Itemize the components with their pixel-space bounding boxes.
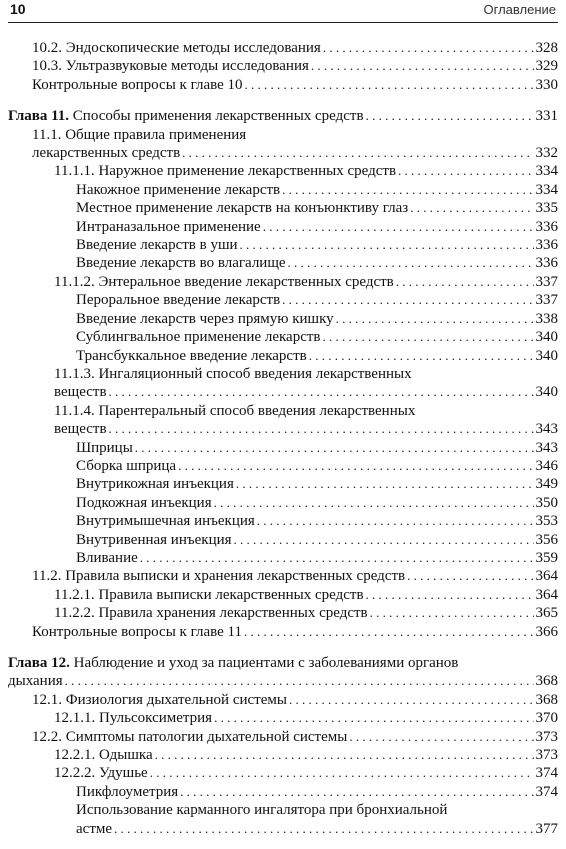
toc-entry-text [76, 439, 133, 457]
toc-page-number: 370 [535, 710, 558, 727]
dot-leader [336, 310, 534, 328]
dot-leader [398, 162, 533, 180]
toc-entry[interactable] [0, 236, 566, 254]
toc-page-number: 332 [535, 145, 558, 162]
toc-entry-text [76, 328, 321, 346]
dot-leader [323, 328, 534, 346]
toc-entry[interactable] [0, 328, 566, 346]
dot-leader [236, 475, 534, 493]
toc-entry-title-line [0, 801, 558, 819]
toc-entry[interactable] [0, 457, 566, 475]
toc-entry-title: дыхания [8, 673, 63, 690]
toc-entry-text [32, 39, 321, 57]
toc-page-number: 340 [535, 347, 558, 364]
toc-entry-text [32, 567, 405, 585]
toc-page-number: 368 [535, 673, 558, 690]
toc-entry[interactable] [0, 691, 566, 709]
toc-page-number: 374 [535, 765, 558, 782]
toc-entry-title: Введение лекарств во влагалище [76, 255, 286, 272]
toc-entry-title: Введение лекарств в уши [76, 237, 238, 254]
toc-entry[interactable] [0, 475, 566, 493]
running-title: Оглавление [483, 2, 556, 17]
toc-entry[interactable] [0, 273, 566, 291]
toc-entry-title: 11.2.2. Правила хранения лекарственных средств [54, 605, 368, 622]
toc-entry-text [54, 746, 153, 764]
page-header [8, 0, 558, 23]
toc-entry[interactable] [0, 402, 566, 439]
dot-leader [311, 57, 534, 75]
toc-entry-title: 10.3. Ультразвуковые методы исследования [32, 58, 309, 75]
toc-entry-text [76, 820, 112, 838]
toc-page-number: 373 [535, 747, 558, 764]
toc-entry[interactable] [0, 310, 566, 328]
toc-entry-title: Местное применение лекарств на конъюнктиву глаз [76, 200, 409, 217]
toc-chapter-entry[interactable] [0, 107, 566, 125]
toc-entry-title: веществ [54, 384, 107, 401]
dot-leader [257, 512, 534, 530]
toc-entry-text [32, 76, 243, 94]
dot-leader [370, 604, 534, 622]
toc-entry-title: лекарственных средств [32, 145, 181, 162]
dot-leader [282, 291, 533, 309]
dot-leader [234, 531, 534, 549]
toc-entry-text [8, 672, 63, 690]
toc-entry-text [32, 57, 309, 75]
toc-entry[interactable] [0, 746, 566, 764]
toc-page-number: 340 [535, 329, 558, 346]
toc-entry-text [76, 218, 261, 236]
toc-entry-title: 11.1. Общие правила применения [32, 126, 247, 143]
dot-leader [114, 820, 533, 838]
toc-page-number: 346 [535, 457, 558, 474]
toc-entry[interactable] [0, 494, 566, 512]
toc-entry-title: Накожное применение лекарств [76, 181, 281, 198]
toc-entry[interactable] [0, 783, 566, 801]
toc-entry[interactable] [0, 531, 566, 549]
toc-entry-text [76, 512, 255, 530]
toc-entry-text [76, 236, 238, 254]
toc-entry-text [76, 347, 307, 365]
toc-entry-title: Вливание [76, 549, 138, 566]
toc-entry[interactable] [0, 604, 566, 622]
toc-page-number: 377 [535, 820, 558, 837]
dot-leader [135, 439, 534, 457]
toc-entry-title: Способы применения лекарственных средств [69, 108, 364, 125]
toc-entry-text [76, 254, 286, 272]
toc-page-number: 343 [535, 421, 558, 438]
toc-entry[interactable] [0, 365, 566, 402]
toc-page-number: 353 [535, 513, 558, 530]
toc-entry[interactable] [0, 57, 566, 75]
toc-entry[interactable] [0, 254, 566, 272]
toc-page-number: 366 [535, 623, 558, 640]
toc-entry-text [76, 457, 176, 475]
toc-page-number: 336 [535, 237, 558, 254]
toc-page-number: 359 [535, 549, 558, 566]
toc-entry-title: Внутрикожная инъекция [76, 476, 234, 493]
toc-entry[interactable] [0, 801, 566, 838]
toc-entry-text [54, 383, 107, 401]
toc-page-number: 337 [535, 273, 558, 290]
toc-entry-title: Шприцы [76, 439, 133, 456]
toc-entry[interactable] [0, 586, 566, 604]
toc-entry[interactable] [0, 567, 566, 585]
toc-entry-title: веществ [54, 421, 107, 438]
toc-entry-title-line [0, 126, 558, 144]
toc-entry[interactable] [0, 39, 566, 57]
toc-entry-text [54, 604, 368, 622]
toc-entry-title: Подкожная инъекция [76, 494, 212, 511]
dot-leader [323, 39, 534, 57]
section-gap [0, 641, 566, 654]
toc-entry-title: Трансбуккальное введение лекарств [76, 347, 307, 364]
dot-leader [109, 420, 534, 438]
toc-entry-title: Внутримышечная инъекция [76, 513, 255, 530]
page-number: 10 [10, 1, 26, 17]
dot-leader [244, 623, 534, 641]
toc-entry-title: Контрольные вопросы к главе 11 [32, 623, 242, 640]
toc-page-number: 356 [535, 531, 558, 548]
toc-entry-text [54, 586, 364, 604]
toc-page-number: 368 [535, 691, 558, 708]
toc-entry-text [54, 764, 148, 782]
toc-entry-text [32, 691, 287, 709]
toc-page-number: 336 [535, 218, 558, 235]
toc-entry-text [54, 709, 212, 727]
toc-page-number: 334 [535, 163, 558, 180]
chapter-label: Глава 11. [8, 108, 70, 125]
toc-entry-title: 11.2.1. Правила выписки лекарственных средств [54, 586, 364, 603]
toc-entry-title: Сборка шприца [76, 457, 177, 474]
dot-leader [65, 672, 534, 690]
toc-entry-title: Контрольные вопросы к главе 10 [32, 76, 243, 93]
dot-leader [349, 728, 533, 746]
toc-page-number: 330 [535, 76, 558, 93]
dot-leader [410, 199, 533, 217]
toc-entry[interactable] [0, 764, 566, 782]
toc-entry[interactable] [0, 199, 566, 217]
toc-page-number: 334 [535, 181, 558, 198]
dot-leader [289, 691, 534, 709]
dot-leader [263, 218, 534, 236]
toc-entry-title: 12.2. Симптомы патологии дыхательной системы [32, 728, 348, 745]
dot-leader [240, 236, 534, 254]
dot-leader [366, 107, 534, 125]
toc-entry-title: 12.2.2. Удушье [54, 765, 148, 782]
toc-entry-title: 11.2. Правила выписки и хранения лекарственных средств [32, 568, 406, 585]
dot-leader [309, 347, 534, 365]
toc-entry[interactable] [0, 126, 566, 163]
dot-leader [109, 383, 534, 401]
toc-entry-text [76, 181, 280, 199]
toc-page-number: 349 [535, 476, 558, 493]
toc-page-number: 365 [535, 605, 558, 622]
toc-page-number: 374 [535, 783, 558, 800]
toc-entry-text [32, 623, 242, 641]
toc-page-number: 364 [535, 586, 558, 603]
toc-entry-text [54, 162, 396, 180]
toc-entry-title: 12.1.1. Пульсоксиметрия [54, 710, 213, 727]
toc-entry-title: Пероральное введение лекарств [76, 292, 281, 309]
toc-entry-title: 11.1.3. Ингаляционный способ введения лекарственных [54, 365, 412, 382]
toc-entry[interactable] [0, 291, 566, 309]
toc-entry-text [76, 291, 280, 309]
toc-entry-text [76, 310, 334, 328]
toc-entry-title: Сублингвальное применение лекарств [76, 329, 321, 346]
toc-page-number: 340 [535, 384, 558, 401]
dot-leader [288, 254, 534, 272]
dot-leader [214, 494, 534, 512]
toc-entry-text [76, 199, 408, 217]
toc-entry-title: Наблюдение и уход за пациентами с заболеваниями органов [69, 655, 459, 671]
dot-leader [150, 764, 534, 782]
toc-entry-title: Интраназальное применение [76, 218, 261, 235]
dot-leader [155, 746, 534, 764]
toc-entry-title: Пикфлоуметрия [76, 783, 179, 800]
toc-page-number: 331 [535, 108, 558, 125]
chapter-label: Глава 12. [8, 655, 70, 671]
toc-page-number: 337 [535, 292, 558, 309]
toc-entry-text [76, 783, 178, 801]
toc-page-number: 329 [535, 58, 558, 75]
toc-entry-title-line [0, 402, 558, 420]
toc-entry[interactable] [0, 728, 566, 746]
toc-entry-text [32, 728, 347, 746]
toc-entry[interactable] [0, 439, 566, 457]
toc-page-number: 336 [535, 255, 558, 272]
toc-entry[interactable] [0, 347, 566, 365]
toc-entry-title: астме [76, 820, 113, 837]
toc-entry-title-line [0, 654, 558, 672]
toc-entry-title: Введение лекарств через прямую кишку [76, 310, 334, 327]
toc-entry-title: Внутривенная инъекция [76, 531, 232, 548]
toc-page-number: 335 [535, 200, 558, 217]
dot-leader [396, 273, 534, 291]
toc-entry[interactable] [0, 512, 566, 530]
toc-entry-title: 10.2. Эндоскопические методы исследования [32, 40, 321, 56]
toc-chapter-entry[interactable] [0, 654, 566, 691]
toc-entry-title: 12.1. Физиология дыхательной системы [32, 691, 287, 708]
toc-entry-text [76, 549, 138, 567]
toc-page-number: 328 [535, 40, 558, 56]
toc-entry-text [76, 475, 234, 493]
toc-entry[interactable] [0, 181, 566, 199]
toc-entry-title: 12.2.1. Одышка [54, 747, 153, 764]
toc-entry-text [54, 420, 107, 438]
toc-entry-text [54, 273, 394, 291]
toc-entry[interactable] [0, 76, 566, 94]
dot-leader [282, 181, 533, 199]
toc-entry[interactable] [0, 162, 566, 180]
toc-page-number: 338 [535, 310, 558, 327]
dot-leader [245, 76, 534, 94]
toc-entry-text [76, 531, 232, 549]
toc-page-number: 350 [535, 494, 558, 511]
toc-entry-text [76, 494, 212, 512]
table-of-contents [0, 39, 566, 838]
dot-leader [407, 567, 533, 585]
dot-leader [140, 549, 534, 567]
toc-entry-title: 11.1.4. Парентеральный способ введения лекарственных [54, 402, 416, 419]
toc-entry-title-line [0, 365, 558, 383]
toc-entry[interactable] [0, 218, 566, 236]
toc-entry-title: 11.1.2. Энтеральное введение лекарственных средств [54, 273, 394, 290]
toc-entry-title: 11.1.1. Наружное применение лекарственных средств [54, 163, 397, 180]
toc-entry-title: Использование карманного ингалятора при бронхиальной [76, 802, 448, 819]
toc-page-number: 373 [535, 728, 558, 745]
dot-leader [182, 144, 533, 162]
toc-entry[interactable] [0, 549, 566, 567]
toc-page-number: 364 [535, 568, 558, 585]
toc-entry-text [8, 107, 364, 125]
toc-entry[interactable] [0, 623, 566, 641]
dot-leader [214, 709, 533, 727]
dot-leader [366, 586, 534, 604]
section-gap [0, 94, 566, 107]
dot-leader [178, 457, 533, 475]
toc-entry[interactable] [0, 709, 566, 727]
toc-page-number: 343 [535, 439, 558, 456]
dot-leader [180, 783, 533, 801]
toc-entry-text [32, 144, 180, 162]
